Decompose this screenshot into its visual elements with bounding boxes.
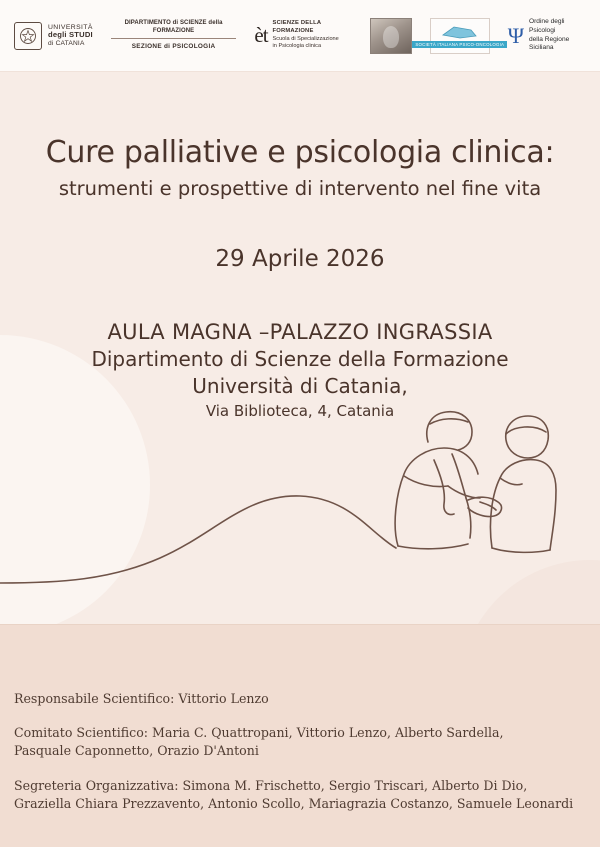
- page-subtitle: strumenti e prospettive di intervento nel fine vita: [58, 177, 542, 200]
- university-seal-icon: [14, 22, 42, 50]
- sicilia-band-label: SOCIETÀ ITALIANA PSICO-ONCOLOGIA: [412, 41, 507, 48]
- sicily-map-icon: [440, 24, 480, 40]
- scuola-specializzazione-text: [273, 20, 352, 51]
- dipartimento-line2: SEZIONE di PSICOLOGIA: [131, 43, 216, 50]
- logo-universita-catania: [14, 22, 93, 50]
- logo-universita-catania-text: [48, 24, 93, 47]
- responsabile-scientifico: Responsabile Scientifico: Vittorio Lenzo: [14, 690, 269, 706]
- historic-photo-icon: [370, 18, 412, 54]
- venue-line-1: AULA MAGNA –PALAZZO INGRASSIA: [107, 320, 493, 345]
- credits-section: [14, 690, 586, 813]
- unict-line2: degli STUDI: [48, 30, 93, 40]
- comitato-scientifico: [14, 724, 586, 761]
- poster-content: [0, 136, 600, 420]
- dipartimento-line1: DIPARTIMENTO di SCIENZE della FORMAZIONE: [111, 20, 237, 39]
- unict-line3: di CATANIA: [48, 39, 85, 47]
- psi-symbol-icon: Ψ: [507, 22, 524, 48]
- logo-header-strip: [0, 0, 600, 72]
- scuola-line2: Scuola di Specializzazione: [272, 35, 339, 42]
- event-date: 29 Aprile 2026: [215, 246, 385, 273]
- ct-monogram-icon: èt: [254, 23, 268, 47]
- segreteria-line-1: Segreteria Organizzativa: Simona M. Frischetto, Sergio Triscari, Alberto Di Dio,: [14, 777, 528, 793]
- event-venue: [24, 320, 576, 420]
- scuola-line3: in Psicologia clinica: [272, 43, 322, 50]
- logo-dipartimento: [111, 20, 237, 51]
- line-art-illustration: [0, 398, 600, 628]
- ordine-line2: della Regione Siciliana: [528, 35, 570, 52]
- segreteria-organizzativa: [14, 777, 586, 814]
- ordine-line1: Ordine degli Psicologi: [528, 17, 565, 34]
- comitato-line-2: Pasquale Caponnetto, Orazio D'Antoni: [14, 743, 259, 759]
- venue-line-3: Università di Catania,: [192, 374, 408, 399]
- logo-scuola-specializzazione: [254, 20, 351, 51]
- logo-ordine-psicologi: [508, 18, 586, 54]
- venue-line-2: Dipartimento di Scienze della Formazione: [91, 347, 509, 372]
- unict-line1: UNIVERSITÀ: [48, 23, 93, 31]
- logo-societa-psico-oncologia: [415, 18, 505, 54]
- venue-line-4: Via Biblioteca, 4, Catania: [205, 402, 395, 421]
- ordine-psicologi-text: [529, 18, 586, 54]
- page-title: Cure palliative e psicologia clinica:: [45, 135, 555, 170]
- scuola-line1: SCIENZE DELLA FORMAZIONE: [272, 20, 321, 34]
- segreteria-line-2: Graziella Chiara Prezzavento, Antonio Scollo, Mariagrazia Costanzo, Samuele Leonardi: [14, 795, 574, 811]
- comitato-line-1: Comitato Scientifico: Maria C. Quattropani, Vittorio Lenzo, Alberto Sardella,: [14, 725, 504, 740]
